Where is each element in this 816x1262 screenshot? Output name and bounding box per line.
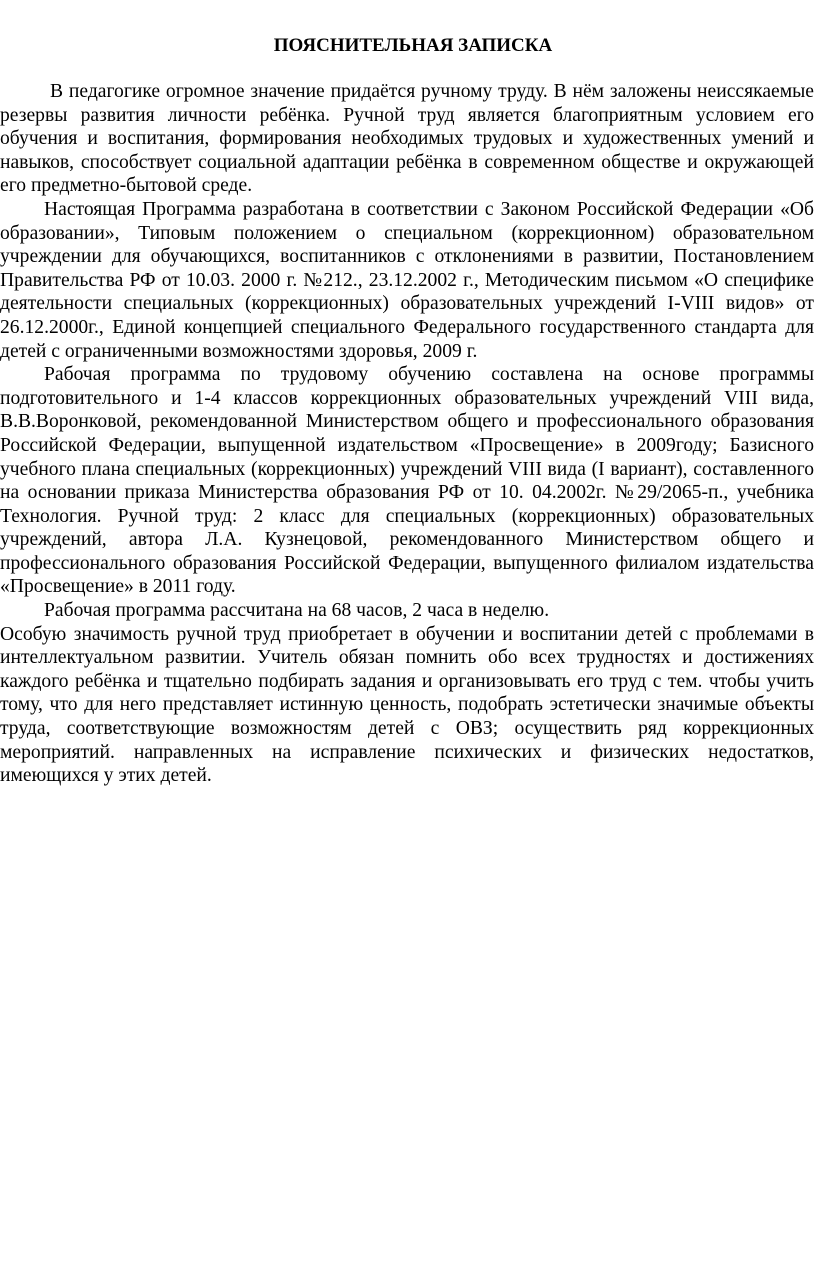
document-title: ПОЯСНИТЕЛЬНАЯ ЗАПИСКА xyxy=(273,35,553,56)
paragraph-program-basis: Рабочая программа по трудовому обучению составлена на основе программы подготовительного и 1-4 классов коррекционных образовательных учреждений VIII вида, В.В.Воронковой, рекомендованной Министерством общего и профессионального образования Российской Федерации, выпущенной издательством «Просвещение» в 2009году; Базисного учебного плана специальных (коррекционных) учреждений VIII вида (I вариант), составленного на основании приказа Министерства образования РФ от 10. 04.2002г. №29/2065-п., учебника Технология. Ручной труд: 2 класс для специальных (коррекционных) образовательных учреждений, автора Л.А. Кузнецовой, рекомендованного Министерством общего и профессионального образования Российской Федерации, выпущенного филиалом издательства «Просвещение» в 2011 году. xyxy=(0,364,814,598)
document-body xyxy=(0,36,814,788)
paragraph-legal-basis: Настоящая Программа разработана в соответствии с Законом Российской Федерации «Об образовании», Типовым положением о специальном (коррекционном) образовательном учреждении для обучающихся, воспитанников с отклонениями в развитии, Постановлением Правительства РФ от 10.03. 2000 г. №212., 23.12.2002 г., Методическим письмом «О специфике деятельности специальных (коррекционных) образовательных учреждений I-VIII видов» от 26.12.2000г., Единой концепцией специального Федерального государственного стандарта для детей с ограниченными возможностями здоровья, 2009 г. xyxy=(0,198,814,362)
paragraph-hours: Рабочая программа рассчитана на 68 часов, 2 часа в неделю. xyxy=(44,600,550,622)
paragraph-intro: В педагогике огромное значение придаётся ручному труду. В нём заложены неиссякаемые резервы развития личности ребёнка. Ручной труд является благоприятным условием его обучения и воспитания, формирования необходимых трудовых и художественных умений и навыков, способствует социальной адаптации ребёнка в современном обществе и окружающей его предметно-бытовой среде. xyxy=(0,81,814,197)
paragraph-significance: Особую значимость ручной труд приобретает в обучении и воспитании детей с проблемами в интеллектуальном развитии. Учитель обязан помнить обо всех трудностях и достижениях каждого ребёнка и тщательно подбирать задания и организовывать его труд с тем. чтобы учить тому, что для него представляет истинную ценность, подобрать эстетически значимые объекты труда, соответствующие возможностям детей с ОВЗ; осуществить ряд коррекционных мероприятий. направленных на исправление психических и физических недостатков, имеющихся у этих детей. xyxy=(0,623,814,787)
